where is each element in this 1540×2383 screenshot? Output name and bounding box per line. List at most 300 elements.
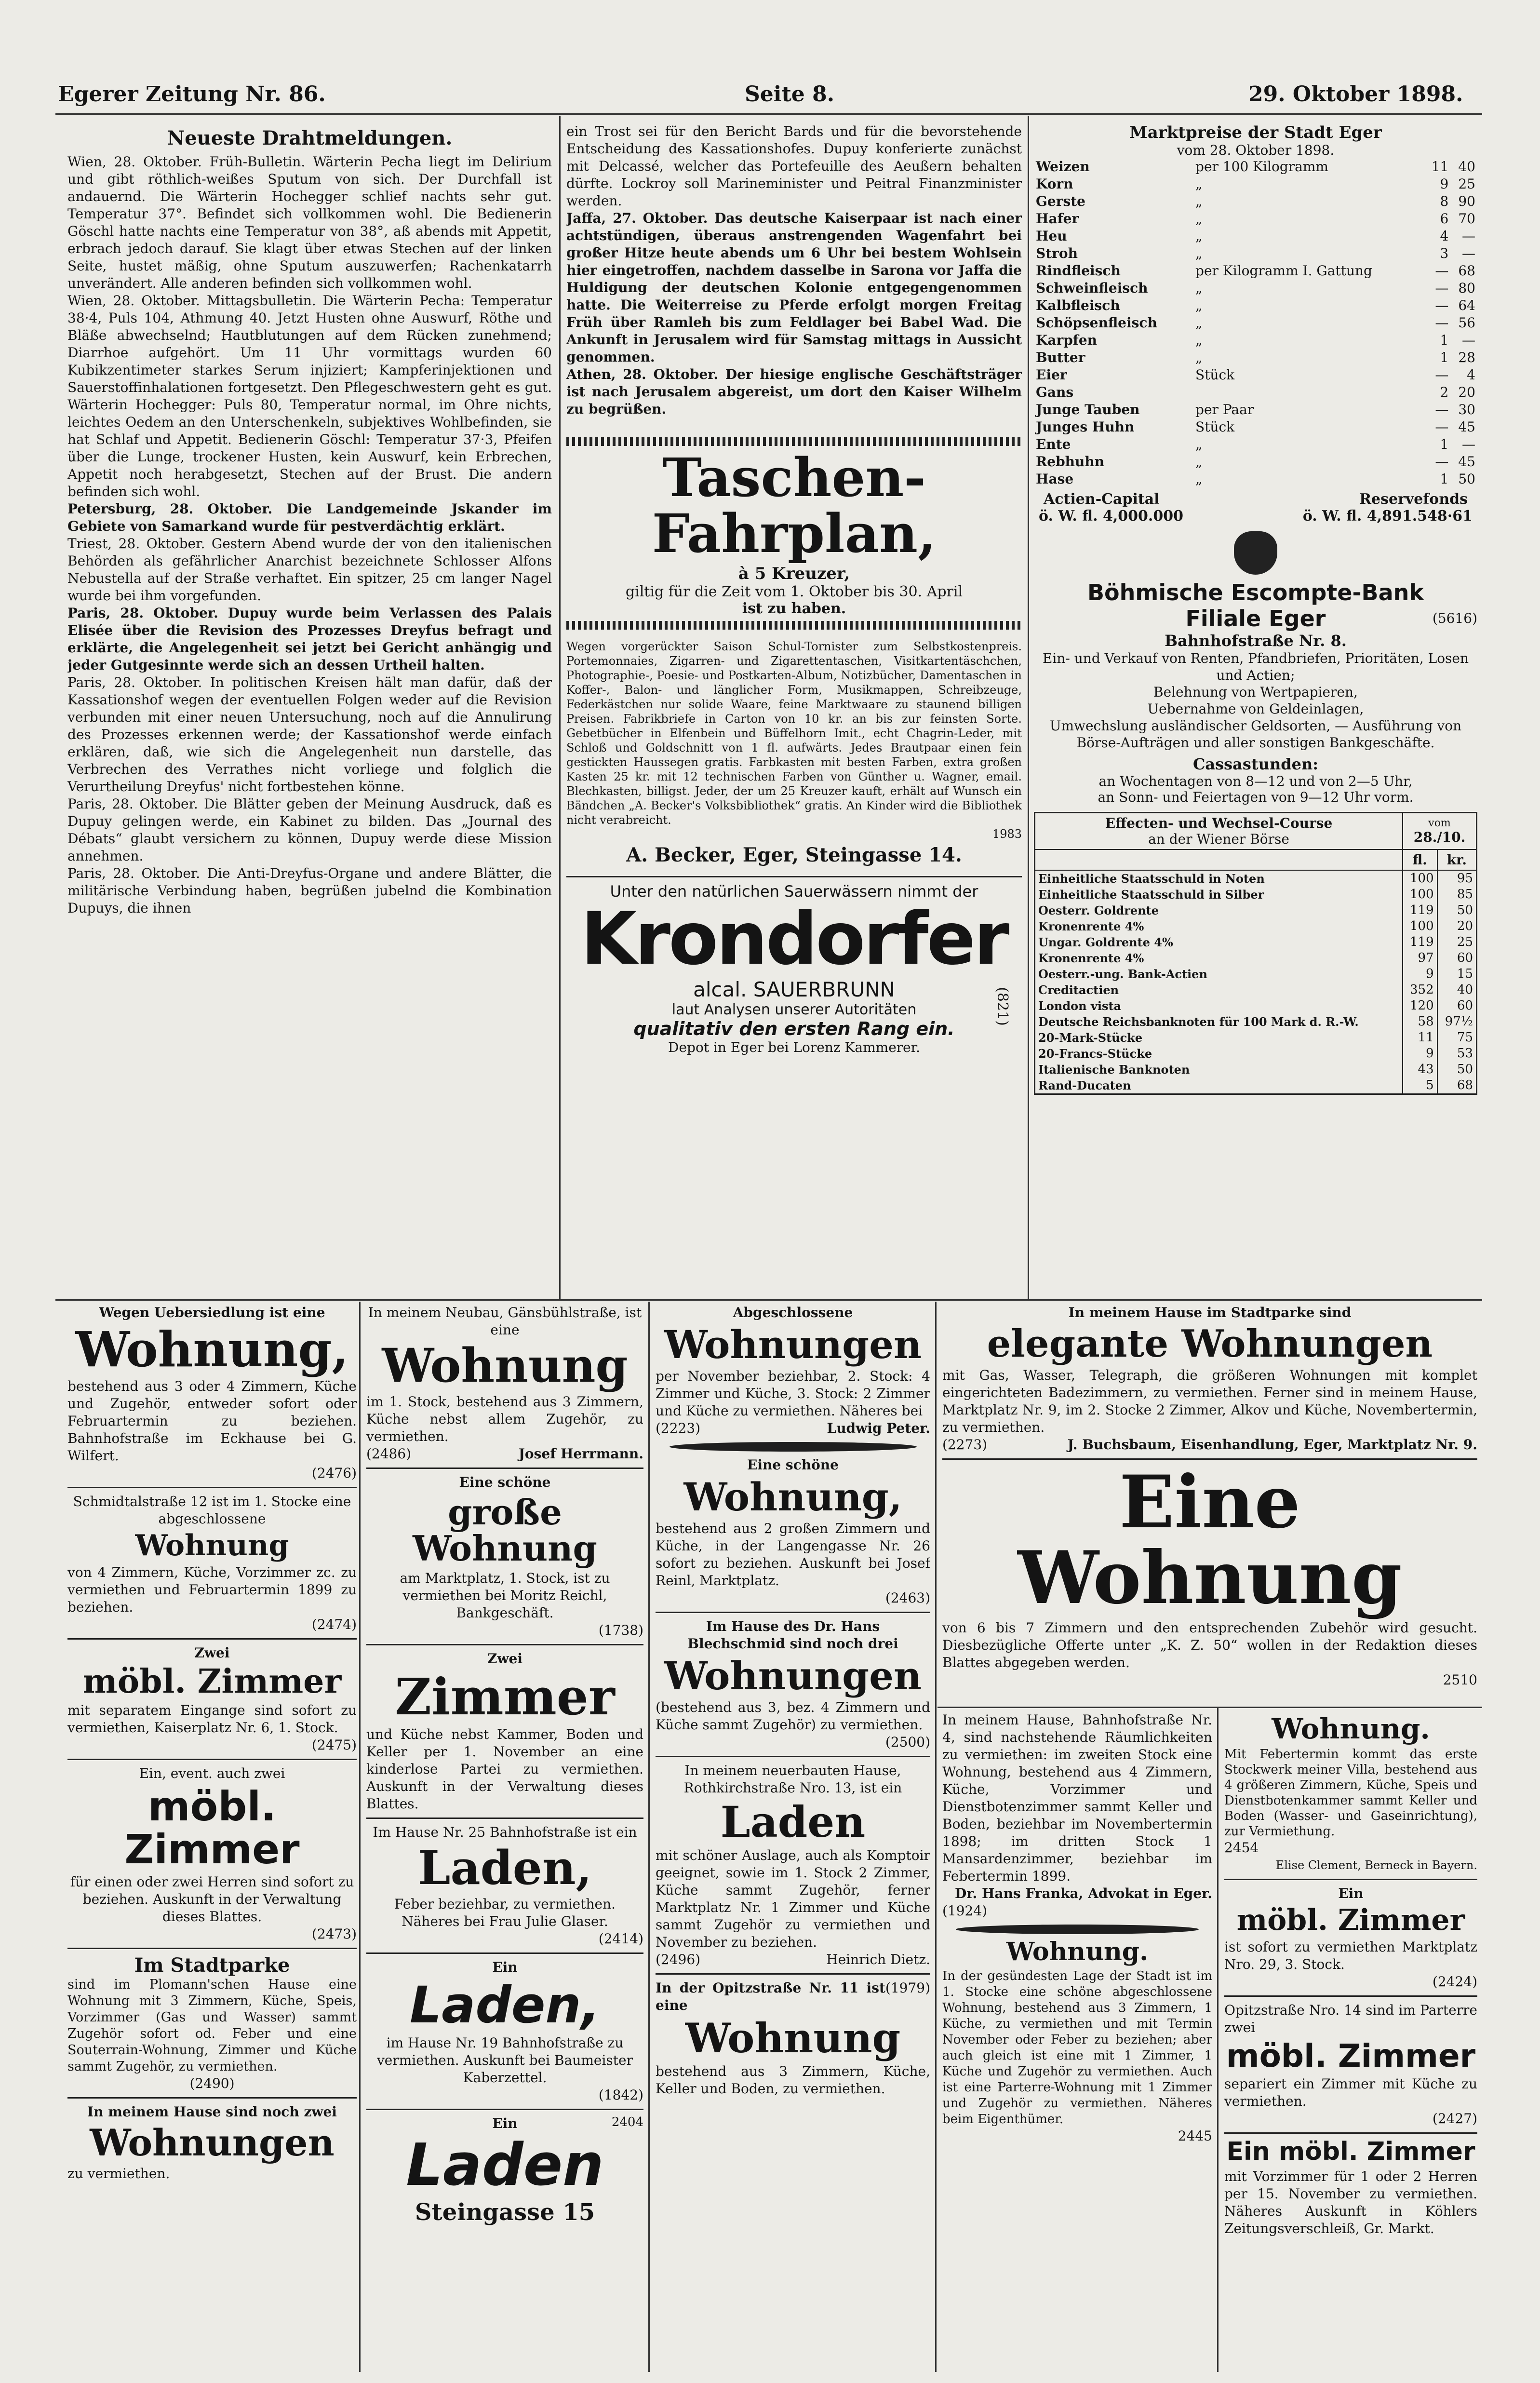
ad-body: In meinem Hause, Bahnhofstraße Nr. 4, sind nachstehende Räumlichkeiten zu vermiethen: im zweiten Stock eine Wohnung, bestehend aus 4 Zimmern, Küche, Vorzimmer und Dienstbotenzimmer sammt Keller und Boden, beziehbar im Novembertermin 1898; im dritten Stock 1 Mansardenzimmer, beziehbar im Febertermin 1899. — [942, 1712, 1212, 1884]
ad-number: (1924) — [942, 1903, 988, 1919]
ad-heading: Laden — [406, 2132, 604, 2199]
ad-heading: Laden — [720, 1797, 866, 1847]
news-paragraph: Paris, 28. Oktober. Die Blätter geben der Meinung Ausdruck, daß es Dupuy gelingen werde, ein Kabinet zu bilden. Das „Journal des Débats“ glaubt versichern zu können, Dupuy werde diese Mission annehmen. — [67, 796, 552, 864]
ad-number: (1979) — [885, 1980, 930, 1996]
market-unit: „ — [1195, 228, 1203, 244]
ad-b2 — [366, 1474, 643, 1639]
exchange-kr: 25 — [1437, 934, 1477, 950]
ad-heading: große Wohnung — [413, 1491, 597, 1569]
header-rule — [55, 113, 1482, 115]
market-row — [1034, 210, 1477, 228]
market-unit: „ — [1195, 315, 1203, 331]
market-fl: — — [1435, 263, 1449, 279]
ad-body: mit Vorzimmer für 1 oder 2 Herren per 15. November zu vermiethen. Näheres Auskunft in Köhlers Zeitungsverschleiß, Gr. Markt. — [1224, 2168, 1477, 2236]
market-item: Butter — [1036, 350, 1085, 365]
krondorfer-sub: alcal. SAUERBRUNN — [693, 978, 895, 1001]
ad-number: 2404 — [611, 2115, 643, 2130]
ad-top: In meinem neuerbauten Hause, Rothkirchstraße Nro. 13, ist ein — [683, 1763, 902, 1796]
exchange-fl: 11 — [1403, 1030, 1437, 1046]
ad-heading: Laden, — [417, 1841, 592, 1896]
ad-signature: Elise Clement, Berneck in Bayern. — [1275, 1858, 1477, 1872]
ad-body: zu vermiethen. — [67, 2165, 170, 2181]
market-kr: 70 — [1458, 211, 1475, 227]
market-row — [1034, 418, 1477, 436]
ad-top: Eine schöne — [459, 1474, 551, 1490]
bank-hours: an Wochentagen von 8—12 und von 2—5 Uhr, — [1098, 773, 1413, 789]
market-item: Hafer — [1036, 211, 1079, 227]
market-fl: 11 — [1431, 159, 1449, 175]
market-kr: 4 — [1467, 367, 1475, 383]
exchange-row — [1035, 998, 1477, 1014]
news-paragraph: Jaffa, 27. Oktober. Das deutsche Kaiserpaar ist nach einer achtstündigen, überaus anstrengenden Wagenfahrt bei großer Hitze heute abends um 6 Uhr bei bestem Wohlsein hier eingetroffen, nachdem dasselbe in Sarona vor Jaffa die Huldigung der deutschen Kolonie entgegengenommen hatte. Die Weiterreise zu Pferde erfolgt morgen Freitag Früh über Ramleh bis zum Feldlager bei Babel Wad. Die Ankunft in Jerusalem wird für Samstag mittags in Aussicht genommen. — [566, 210, 1022, 365]
ad-number: (2463) — [885, 1590, 930, 1606]
market-row — [1034, 436, 1477, 453]
ad-top: Zwei — [487, 1650, 522, 1667]
ad-d7 — [1224, 2002, 1477, 2127]
divider — [566, 876, 1022, 877]
exchange-table — [1034, 812, 1477, 1095]
market-item: Ente — [1036, 436, 1071, 452]
exchange-kr: 40 — [1437, 982, 1477, 998]
market-unit: „ — [1195, 332, 1203, 348]
market-fl: 2 — [1440, 384, 1449, 400]
bank-branch: Filiale Eger — [1185, 606, 1326, 632]
exchange-row — [1035, 918, 1477, 934]
market-fl: — — [1435, 315, 1449, 331]
ad-heading: Ein möbl. Zimmer — [1226, 2137, 1475, 2167]
reserve-value: ö. W. fl. 4,891.548·61 — [1302, 508, 1473, 525]
becker-signature: A. Becker, Eger, Steingasse 14. — [626, 844, 962, 866]
exchange-row — [1035, 1046, 1477, 1062]
ad-top: Eine schöne — [747, 1457, 839, 1473]
decorative-border — [956, 1925, 1199, 1934]
ad-heading: Wohnung, — [75, 1321, 349, 1378]
ad-d2 — [942, 1459, 1477, 1689]
market-item: Gans — [1036, 384, 1074, 400]
market-date: vom 28. Oktober 1898. — [1177, 142, 1335, 158]
exchange-row — [1035, 982, 1477, 998]
ad-signature: Ludwig Peter. — [827, 1420, 930, 1436]
capital-value: ö. W. fl. 4,000.000 — [1039, 508, 1183, 525]
exchange-title-line: Effecten- und Wechsel-Course — [1105, 815, 1333, 831]
market-row — [1034, 175, 1477, 193]
exchange-row — [1035, 1077, 1477, 1094]
fahrplan-avail: ist zu haben. — [742, 600, 846, 617]
market-fl: 3 — [1440, 245, 1449, 261]
ad-heading: Wohnungen — [664, 1653, 922, 1698]
ad-top: Ein — [1338, 1885, 1364, 1901]
exchange-fl: 119 — [1403, 934, 1437, 950]
market-fl: 1 — [1440, 350, 1449, 365]
bank-name: Böhmische Escompte-Bank — [1087, 579, 1424, 606]
decorative-border — [566, 437, 1022, 446]
section-rule — [55, 1299, 1482, 1301]
exchange-fl: 352 — [1403, 982, 1437, 998]
ad-top: Zwei — [194, 1645, 230, 1661]
ad-top: Im Hause des Dr. Hans Blechschmid sind noch drei — [687, 1618, 898, 1652]
ad-heading: möbl. Zimmer — [1226, 2037, 1476, 2074]
exchange-date: 28./10. — [1413, 829, 1466, 845]
bank-service: Belehnung von Wertpapieren, — [1153, 684, 1358, 700]
ads-column-e — [1224, 1711, 1477, 2372]
exchange-item: Oesterr.-ung. Bank-Actien — [1038, 967, 1207, 981]
ad-number: (2427) — [1432, 2111, 1477, 2127]
market-item: Kalbfleisch — [1036, 297, 1120, 313]
market-table — [1034, 158, 1477, 488]
market-item: Rindfleisch — [1036, 263, 1121, 279]
exchange-fl: 58 — [1403, 1014, 1437, 1030]
decorative-border — [670, 1442, 917, 1452]
krondorfer-top: Unter den natürlichen Sauerwässern nimmt der — [610, 882, 978, 901]
ad-number: (1738) — [598, 1622, 643, 1638]
krondorfer-name: Krondorfer — [580, 897, 1008, 981]
exchange-item: Italienische Banknoten — [1038, 1063, 1190, 1077]
ad-body: bestehend aus 3 Zimmern, Küche, Keller und Boden, zu vermiethen. — [656, 2063, 930, 2097]
market-unit: „ — [1195, 193, 1203, 209]
exchange-kr: 50 — [1437, 1062, 1477, 1077]
ad-heading: Wohnung — [685, 2014, 901, 2062]
market-kr: 90 — [1458, 193, 1475, 209]
market-unit: per 100 Kilogramm — [1195, 159, 1328, 175]
decorative-border — [566, 621, 1022, 630]
ad-d8 — [1224, 2139, 1477, 2237]
krondorfer-analysis: laut Analysen unserer Autoritäten — [671, 1001, 917, 1018]
market-unit: „ — [1195, 471, 1203, 487]
market-kr: 50 — [1458, 471, 1475, 487]
ad-number: (2500) — [885, 1734, 930, 1750]
exchange-item: 20-Mark-Stücke — [1038, 1031, 1143, 1045]
exchange-kr: 15 — [1437, 966, 1477, 982]
ad-c2 — [656, 1456, 930, 1607]
exchange-fl: 9 — [1403, 966, 1437, 982]
ad-a4 — [67, 1765, 357, 1942]
market-unit: „ — [1195, 176, 1203, 192]
ad-heading: möbl. Zimmer — [82, 1662, 342, 1701]
market-fl: 1 — [1440, 471, 1449, 487]
exchange-row — [1035, 1014, 1477, 1030]
ads-column-b — [366, 1304, 643, 2372]
ad-body: Feber beziehbar, zu vermiethen. Näheres bei Frau Julie Glaser. — [394, 1896, 616, 1929]
exchange-kr: 97½ — [1437, 1014, 1477, 1030]
market-item: Schweinfleisch — [1036, 280, 1148, 296]
column-rule — [1028, 116, 1029, 1299]
market-unit: „ — [1195, 280, 1203, 296]
ad-top: Schmidtalstraße 12 ist im 1. Stocke eine abgeschlossene — [73, 1494, 351, 1527]
bank-service: Uebernahme von Geldeinlagen, — [1147, 701, 1364, 717]
exchange-fl: 119 — [1403, 902, 1437, 918]
market-unit: „ — [1195, 436, 1203, 452]
reserve-label: Reservefonds — [1359, 491, 1468, 508]
column-rule — [935, 1302, 937, 2372]
ad-body: Mit Febertermin kommt das erste Stockwerk meiner Villa, bestehend aus 4 größeren Zimmern, Küche, Speis und Dienstbotenkammer sammt Keller und Boden (Wasser- und Gaseinrichtung), zur Vermiethung. — [1224, 1747, 1477, 1839]
exchange-col-fl: fl. — [1403, 849, 1437, 870]
middle-column — [566, 123, 1022, 1297]
exchange-item: Deutsche Reichsbanknoten für 100 Mark d. R.-W. — [1038, 1015, 1359, 1029]
market-fl: — — [1435, 419, 1449, 435]
ad-top: In der Opitzstraße Nr. 11 ist eine — [656, 1980, 885, 2014]
market-row — [1034, 228, 1477, 245]
krondorfer-depot: Depot in Eger bei Lorenz Kammerer. — [668, 1039, 920, 1055]
news-paragraph: Wien, 28. Oktober. Mittagsbulletin. Die Wärterin Pecha: Temperatur 38·4, Puls 104, Athmung 40. Jetzt Husten ohne Auswurf, Röthe und Bläße abwechselnd; Hautblutungen auf dem Rücken zunehmend; Diarrhoe aufgehört. Um 11 Uhr vormittags wurden 60 Kubikzentimeter starkes Serum injiziert; Kampferinjektionen und Sauerstoffinhalationen fortgesetzt. Den Pflegeschwestern geht es gut. Wärterin Hochegger: Puls 80, Temperatur normal, im Ohre nichts, leichtes Oedem an den Unterschenkeln, subjektives Wohlbefinden, sie hat Schlaf und Appetit. Bedienerin Göschl: Temperatur 37·3, Pfeifen über die Lunge, trockener Husten, kein Auswurf, kein Erbrechen, Appetit noch herabgesetzt, Stechen auf der Brust. Die andern befinden sich wohl. — [67, 293, 552, 499]
ads-column-d-left — [942, 1711, 1212, 2372]
ad-number: (2496) — [656, 1952, 701, 1968]
ad-number: (2475) — [311, 1737, 357, 1753]
ad-body: von 4 Zimmern, Küche, Vorzimmer zc. zu vermiethen und Februartermin 1899 zu beziehen. — [67, 1564, 357, 1615]
market-fl: 8 — [1440, 193, 1449, 209]
market-item: Eier — [1036, 367, 1067, 383]
column-rule — [648, 1302, 650, 2372]
market-fl: — — [1435, 454, 1449, 470]
market-kr: — — [1462, 436, 1475, 452]
market-item: Rebhuhn — [1036, 454, 1105, 470]
market-kr: 80 — [1458, 280, 1475, 296]
ad-d3 — [942, 1711, 1212, 1920]
ad-heading: Laden, — [410, 1975, 600, 2034]
ad-body: für einen oder zwei Herren sind sofort zu beziehen. Auskunft in der Verwaltung dieses Blattes. — [70, 1873, 354, 1925]
ad-signature: Dr. Hans Franka, Advokat in Eger. — [955, 1885, 1212, 1901]
market-unit: „ — [1195, 350, 1203, 365]
ad-number: (2414) — [598, 1930, 643, 1947]
ad-body: ist sofort zu vermiethen Marktplatz Nro. 29, 3. Stock. — [1224, 1939, 1477, 1972]
market-fl: 9 — [1440, 176, 1449, 192]
ad-top: Wegen Uebersiedlung ist eine — [99, 1305, 325, 1320]
becker-ad-text: Wegen vorgerückter Saison Schul-Tornister zum Selbstkostenpreis. Portemonnaies, Zigarren- und Zigarettentaschen, Visitkartentäschchen, Photographie-, Poesie- und Postkarten-Album, Notizbücher, Damentaschen in Koffer-, Balon- und länglicher Form, Musikmappen, Schreibzeuge, Federkästchen nur solide Waare, feine Marktwaare zu staunend billigen Preisen. Fabrikbriefe in Carton von 10 kr. an bis zur feinsten Sorte. Gebetbücher in Elfenbein und Büffelhorn Imit., echt Chagrin-Leder, mit Schloß und Goldschnitt von 1 fl. aufwärts. Jedes Brautpaar einen fein gestickten Haussegen gratis. Farbkasten mit besten Farben, extra großen Kasten 25 kr. mit 12 technischen Farben von Günther u. Wagner, email. Blechkasten, billigst. Jeder, der um 25 Kreuzer kauft, erhält auf Wunsch ein Bändchen „A. Becker's Volksbibliothek“ gratis. An Kinder wird die Bibliothek nicht verabreicht. — [566, 640, 1022, 827]
exchange-item: 20-Francs-Stücke — [1038, 1047, 1152, 1061]
krondorfer-number: (821) — [994, 987, 1011, 1026]
ads-column-d-top — [942, 1304, 1477, 1707]
exchange-date-label: vom — [1428, 817, 1451, 829]
market-row — [1034, 471, 1477, 488]
market-row — [1034, 262, 1477, 280]
market-fl: 4 — [1440, 228, 1449, 244]
header-center: Seite 8. — [745, 82, 835, 107]
market-item: Heu — [1036, 228, 1067, 244]
market-item: Weizen — [1036, 159, 1090, 175]
ad-number: (2486) — [366, 1445, 412, 1462]
market-kr: 25 — [1458, 176, 1475, 192]
market-row — [1034, 384, 1477, 401]
market-kr: 30 — [1458, 402, 1475, 417]
market-unit: „ — [1195, 454, 1203, 470]
market-kr: — — [1462, 245, 1475, 261]
ad-b6 — [366, 2115, 643, 2226]
fahrplan-valid: giltig für die Zeit vom 1. Oktober bis 30. April — [625, 583, 963, 600]
exchange-row — [1035, 870, 1477, 887]
ad-heading: Zimmer — [395, 1667, 615, 1726]
ad-body: (bestehend aus 3, bez. 4 Zimmern und Küche sammt Zugehör) zu vermiethen. — [656, 1699, 930, 1733]
market-unit: „ — [1195, 245, 1203, 261]
exchange-kr: 53 — [1437, 1046, 1477, 1062]
market-fl: 6 — [1440, 211, 1449, 227]
exchange-kr: 75 — [1437, 1030, 1477, 1046]
news-paragraph: ein Trost sei für den Bericht Bards und für die bevorstehende Entscheidung des Kassationshofes. Dupuy konferierte zunächst mit Delcassé, welcher das Portefeuille des Aeußern behalten dürfte. Lockroy soll Marineminister und Peitral Finanzminister werden. — [566, 123, 1022, 209]
exchange-row — [1035, 950, 1477, 966]
exchange-fl: 100 — [1403, 887, 1437, 902]
ad-signature: Heinrich Dietz. — [826, 1952, 930, 1968]
ad-a5 — [67, 1954, 357, 2092]
column-rule — [359, 1302, 361, 2372]
market-row — [1034, 332, 1477, 349]
market-fl: 1 — [1440, 332, 1449, 348]
krondorfer-ad — [566, 882, 1022, 1055]
ad-number: (1842) — [598, 2087, 643, 2103]
bank-service: Umwechslung ausländischer Geldsorten, — Ausführung von Börse-Aufträgen und aller sonstigen Bankgeschäfte. — [1049, 718, 1462, 751]
news-paragraph: Paris, 28. Oktober. Die Anti-Dreyfus-Organe und andere Blätter, die militärische Verbindung haben, begrüßen jubelnd die Kombination Dupuys, die ihnen — [67, 865, 552, 916]
market-item: Hase — [1036, 471, 1074, 487]
market-row — [1034, 193, 1477, 210]
exchange-fl: 5 — [1403, 1077, 1437, 1094]
exchange-col-kr: kr. — [1437, 849, 1477, 870]
exchange-item: Kronenrente 4% — [1038, 919, 1144, 933]
krondorfer-rank: qualitativ den ersten Rang ein. — [633, 1018, 955, 1039]
bank-number: (5616) — [1432, 610, 1477, 626]
exchange-title — [1035, 813, 1403, 850]
ad-d1 — [942, 1304, 1477, 1454]
market-row — [1034, 280, 1477, 297]
exchange-fl: 100 — [1403, 918, 1437, 934]
market-kr: 64 — [1458, 297, 1475, 313]
bank-hours-title: Cassastunden: — [1192, 755, 1319, 773]
market-fl: — — [1435, 280, 1449, 296]
exchange-row — [1035, 934, 1477, 950]
ad-body: Steingasse 15 — [415, 2199, 595, 2226]
market-row — [1034, 453, 1477, 471]
ad-body: mit schöner Auslage, auch als Komptoir geeignet, sowie im 1. Stock 2 Zimmer, Küche sammt Zugehör, ferner Marktplatz Nr. 1 Zimmer und Küche sammt Zugehör zu vermiethen und November zu beziehen. — [656, 1847, 930, 1951]
bank-hours: an Sonn- und Feiertagen von 9—12 Uhr vorm. — [1098, 789, 1414, 805]
ad-heading: elegante Wohnungen — [987, 1322, 1433, 1366]
ad-a3 — [67, 1644, 357, 1754]
ad-b5 — [366, 1959, 643, 2104]
ad-body: am Marktplatz, 1. Stock, ist zu vermiethen bei Moritz Reichl, Bankgeschäft. — [400, 1570, 610, 1621]
exchange-row — [1035, 887, 1477, 902]
exchange-fl: 9 — [1403, 1046, 1437, 1062]
market-item: Stroh — [1036, 245, 1078, 261]
market-fl: — — [1435, 297, 1449, 313]
capital-label: Actien-Capital — [1044, 491, 1160, 508]
market-kr: 28 — [1458, 350, 1475, 365]
exchange-row — [1035, 1062, 1477, 1077]
market-kr: 56 — [1458, 315, 1475, 331]
news-column — [67, 123, 552, 1297]
exchange-item: Einheitliche Staatsschuld in Silber — [1038, 888, 1264, 902]
ad-body: mit Gas, Wasser, Telegraph, die größeren Wohnungen mit komplet eingerichteten Badezimmern, zu vermiethen. Ferner sind in meinem Hause, Marktplatz Nr. 9, im 2. Stocke 2 Zimmer, Alkov und Küche, Novembertermin, zu vermiethen. — [942, 1367, 1477, 1435]
ad-body: per November beziehbar, 2. Stock: 4 Zimmer und Küche, 3. Stock: 2 Zimmer und Küche zu vermiethen. Näheres bei — [656, 1368, 930, 1419]
market-kr: 45 — [1458, 419, 1475, 435]
ad-top: Im Hause Nr. 25 Bahnhofstraße ist ein — [373, 1824, 637, 1841]
market-row — [1034, 366, 1477, 384]
ad-c4 — [656, 1762, 930, 1968]
market-item: Junges Huhn — [1036, 419, 1135, 435]
ad-body: sind im Plomann'schen Hause eine Wohnung mit 3 Zimmern, Küche, Speis, Vorzimmer (Gas und Wasser) sammt Zugehör sofort od. Feber und eine Souterrain-Wohnung, Zimmer und Küche sammt Zugehör, zu vermiethen. — [67, 1977, 357, 2074]
ad-d5 — [1224, 1714, 1477, 1874]
market-kr: 68 — [1458, 263, 1475, 279]
exchange-item: Einheitliche Staatsschuld in Noten — [1038, 872, 1265, 886]
ad-body: separiert ein Zimmer mit Küche zu vermiethen. — [1224, 2076, 1477, 2110]
ad-body: und Küche nebst Kammer, Boden und Keller per 1. November an eine kinderlose Partei zu vermiethen. Auskunft in der Verwaltung dieses Blattes. — [366, 1726, 643, 1812]
becker-ad-number: 1983 — [992, 827, 1022, 841]
news-title: Neueste Drahtmeldungen. — [167, 127, 453, 149]
market-item: Schöpsenfleisch — [1036, 315, 1157, 331]
ad-top: In meinem Hause sind noch zwei — [87, 2103, 337, 2120]
exchange-row — [1035, 966, 1477, 982]
ad-heading: möbl. Zimmer — [1236, 1903, 1465, 1937]
ad-number: (2473) — [311, 1925, 357, 1942]
fahrplan-price: à 5 Kreuzer, — [738, 564, 850, 583]
market-item: Karpfen — [1036, 332, 1098, 348]
market-kr: 45 — [1458, 454, 1475, 470]
market-kr: — — [1462, 228, 1475, 244]
ad-heading: Wohnung. — [1006, 1937, 1149, 1966]
market-unit: per Kilogramm I. Gattung — [1195, 263, 1372, 279]
market-unit: per Paar — [1195, 402, 1254, 417]
ad-heading: Wohnungen — [664, 1322, 922, 1367]
exchange-row — [1035, 1030, 1477, 1046]
ad-d4 — [942, 1939, 1212, 2145]
exchange-fl: 43 — [1403, 1062, 1437, 1077]
ad-top: In meinem Neubau, Gänsbühlstraße, ist eine — [368, 1305, 642, 1338]
header-left: Egerer Zeitung Nr. 86. — [58, 82, 326, 107]
market-title: Marktpreise der Stadt Eger — [1129, 123, 1382, 142]
ad-number: 2454 — [1224, 1839, 1259, 1856]
market-row — [1034, 349, 1477, 366]
ad-number: (2474) — [311, 1616, 357, 1632]
ad-signature: J. Buchsbaum, Eisenhandlung, Eger, Marktplatz Nr. 9. — [1067, 1436, 1477, 1453]
ads-column-a — [67, 1304, 357, 2372]
ad-number: (2476) — [311, 1465, 357, 1481]
exchange-fl: 120 — [1403, 998, 1437, 1014]
ad-body: von 6 bis 7 Zimmern und den entsprechenden Zubehör wird gesucht. Diesbezügliche Offerte unter „K. Z. 50“ wollen in der Redaktion dieses Blattes abgegeben werden. — [942, 1619, 1477, 1670]
ad-a2 — [67, 1493, 357, 1633]
ad-top: In meinem Hause im Stadtparke sind — [1068, 1305, 1352, 1320]
ad-number: (2424) — [1432, 1973, 1477, 1990]
ad-heading: Wohnung. — [1272, 1712, 1430, 1745]
market-fl: — — [1435, 367, 1449, 383]
ad-body: In der gesündesten Lage der Stadt ist im 1. Stocke eine schöne abgeschlossene Wohnung, bestehend aus 3 Zimmern, 1 Küche, zu vermiethen und mit Termin November oder Feber zu beziehen; aber auch gleich ist eine mit 1 Zimmer, 1 Küche und Zugehör zu vermiethen. Auch ist eine Parterre-Wohnung mit 1 Zimmer und Zugehör zu vermiethen. Näheres beim Eigenthümer. — [942, 1968, 1212, 2127]
ads-column-c — [656, 1304, 930, 2372]
market-unit: „ — [1195, 297, 1203, 313]
market-item: Gerste — [1036, 193, 1085, 209]
bank-address: Bahnhofstraße Nr. 8. — [1165, 632, 1347, 650]
exchange-fl: 100 — [1403, 870, 1437, 887]
market-unit — [1193, 384, 1424, 401]
exchange-kr: 68 — [1437, 1077, 1477, 1094]
market-item: Korn — [1036, 176, 1073, 192]
market-row — [1034, 158, 1477, 175]
ad-top: Ein, event. auch zwei — [139, 1765, 285, 1782]
ad-heading: möbl. Zimmer — [124, 1783, 300, 1873]
market-row — [1034, 314, 1477, 332]
market-row — [1034, 245, 1477, 262]
ad-number: 2510 — [1443, 1671, 1477, 1688]
market-kr: 20 — [1458, 384, 1475, 400]
news-paragraph: Wien, 28. Oktober. Früh-Bulletin. Wärterin Pecha liegt im Delirium und gibt röthlich-weißes Sputum von sich. Der Durchfall ist andauernd. Die Wärterin Hochegger schlief nachts sehr gut. Temperatur 37°. Befindet sich vollkommen wohl. Die Bedienerin Göschl hatte nachts eine Temperatur von 38°, aß abends mit Appetit, erbrach jedoch darauf. Sie klagt über etwas Stechen auf der linken Seite, hustet mäßig, ohne Sputum auszuwerfen; Rachenkatarrh unverändert. Alle anderen befinden sich vollkommen wohl. — [67, 154, 552, 291]
exchange-fl: 97 — [1403, 950, 1437, 966]
ad-heading: Wohnung — [382, 1338, 628, 1393]
market-unit: „ — [1195, 211, 1203, 227]
exchange-item: Oesterr. Goldrente — [1038, 903, 1159, 917]
header-right: 29. Oktober 1898. — [1248, 82, 1463, 107]
market-fl: 1 — [1440, 436, 1449, 452]
exchange-title-line: an der Wiener Börse — [1148, 831, 1289, 847]
market-kr: 40 — [1458, 159, 1475, 175]
exchange-kr: 60 — [1437, 950, 1477, 966]
ad-c1 — [656, 1304, 930, 1437]
ad-number: (2223) — [656, 1420, 701, 1436]
exchange-item: Ungar. Goldrente 4% — [1038, 935, 1173, 949]
right-column — [1034, 123, 1477, 1297]
ad-heading: Wohnung — [135, 1529, 289, 1562]
ad-body: bestehend aus 3 oder 4 Zimmern, Küche und Zugehör, entweder sofort oder Februartermin zu beziehen. Bahnhofstraße im Eckhause bei G. Wilfert. — [67, 1378, 357, 1464]
